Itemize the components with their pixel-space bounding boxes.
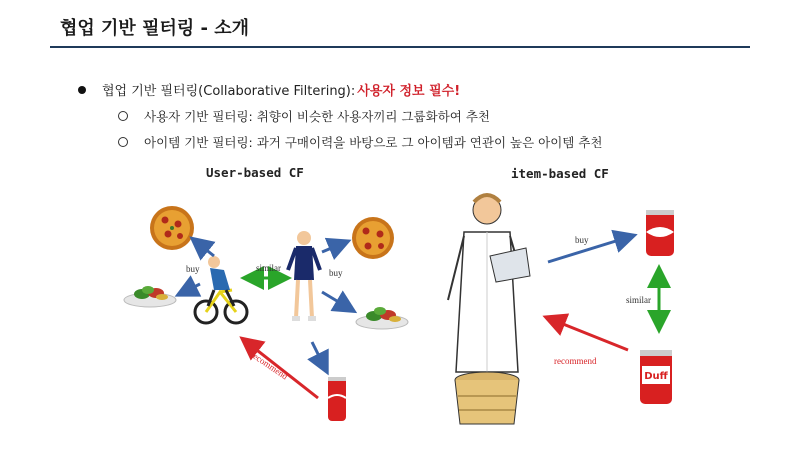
salad-icon <box>356 307 408 329</box>
duff-can-label: Duff <box>644 371 668 382</box>
cyclist-icon <box>195 256 247 323</box>
person-in-robe-icon <box>448 195 530 424</box>
page-title: 협업 기반 필터링 - 소개 <box>60 18 250 39</box>
buy-label: buy <box>186 264 200 274</box>
recommend-label: recommend <box>554 356 597 366</box>
buy-arrow <box>180 284 200 294</box>
user-based-cf-title: User-based CF <box>206 165 304 180</box>
cola-can-icon <box>646 210 674 256</box>
recommend-arrow <box>548 318 628 350</box>
similar-label: similar <box>256 263 281 273</box>
salad-icon <box>124 286 176 307</box>
required-text: 사용자 정보 필수! <box>357 84 461 99</box>
main-bullet-text: 협업 기반 필터링(Collaborative Filtering): <box>102 84 356 99</box>
buy-arrow <box>548 236 632 262</box>
duff-can-icon <box>640 350 672 404</box>
buy-arrow <box>312 342 326 370</box>
recommend-label: recommend <box>248 349 290 382</box>
similar-label: similar <box>626 295 651 305</box>
buy-arrow <box>322 292 352 310</box>
cola-can-icon <box>328 377 346 421</box>
buy-label: buy <box>329 268 343 278</box>
buy-arrow <box>194 240 214 256</box>
pizza-icon <box>352 217 394 259</box>
buy-label: buy <box>575 235 589 245</box>
item-based-cf-title: item-based CF <box>511 166 609 181</box>
pizza-icon <box>150 206 194 250</box>
sub-bullet-text: 사용자 기반 필터링: 취향이 비슷한 사용자끼리 그룹화하여 추천 <box>144 109 490 124</box>
sub-bullet-text: 아이템 기반 필터링: 과거 구매이력을 바탕으로 그 아이템과 연관이 높은 아이템 추천 <box>144 135 603 150</box>
person-icon <box>288 231 320 321</box>
buy-arrow <box>322 242 346 252</box>
